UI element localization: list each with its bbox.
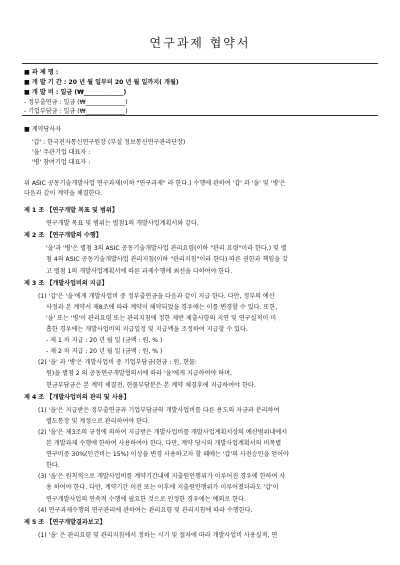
article-text: 현금부담금은 본 계약 체결전, 현물부담분은 본 계약 체결후에 지급하여야 한다. bbox=[46, 381, 256, 389]
header-field: ■ 개 발 기 간 : 20 년 월 일부터 20 년 월 일까지( 개월) bbox=[24, 79, 179, 86]
article-text: (4) 연구과제수행의 연구관리에 관하여는 관리요령 및 관리지침에 따라 수행한다. bbox=[38, 506, 253, 514]
article-heading: 제 2 조 【연구개발의 수행】 bbox=[24, 232, 102, 240]
article-text: 용 하여야 한다. 다만, 계약기간 이전 또는 이후에 지출원인행위가 이루어졌더라도 '갑'이 bbox=[46, 484, 279, 492]
article-text: (1) '을'은 지급받은 정부출연금과 기업부담금의 개발사업비를 다른 용도의 자금과 분리하여 bbox=[38, 406, 280, 414]
article-text: 별도통장 및 계정으로 관리하여야 한다. bbox=[46, 417, 150, 425]
article-heading: 제 5 조 【연구개발결과보고】 bbox=[24, 518, 106, 526]
intro-line: 위 ASIC 공동기술개발사업 연구과제(이하 "연구과제" 라 한다.) 수행에 관하여 '갑' 과 '을' 및 '병'은 bbox=[24, 180, 286, 187]
article-text: 연구비중 30%(인건비는 15%) 이상을 변경 사용하고자 할 때에는 '갑'의 사전승인을 얻어야 bbox=[46, 451, 289, 459]
article-text: 연구개발 목표 및 범위는 별첨1의 개발사업계획서와 같다. bbox=[46, 220, 199, 228]
article-text: 첨 4의 ASIC 공동기술개발사업 관리지침(이하 "관리지침"이라 한다) 따른 권한과 책임을 갖 bbox=[46, 256, 288, 264]
article-heading: 제 4 조 【개발사업비의 관리 및 사용】 bbox=[24, 393, 130, 401]
article-text: (1) '을' 은 관리요령 및 관리지침에서 정하는 시기 및 절차에 따라 개발사업비 사용실적, 연 bbox=[38, 531, 278, 539]
article-text: (2) '을' 과 '병'은 개발사업비 중 기업부담금(현금 : 원, 현물: bbox=[38, 359, 197, 367]
article-text: (3) '을'은 원칙적으로 개발사업비를 계약기간내에 지출원인행위가 이루어진 경우에 한하여 사 bbox=[38, 473, 286, 481]
article-text: 연구개발사업의 연속적 수행에 필요한 것으로 인정한 경우에는 예외로 한다. bbox=[46, 495, 246, 503]
page-title: 연구과제 협약서 bbox=[149, 36, 251, 50]
article-text: (2) '을'은 제3조의 규정에 의하여 지급받은 개발사업비를 개발사업계획서상의 예산범위내에서 bbox=[38, 428, 288, 436]
party-line: '을' 주관기업 대표자 : bbox=[32, 149, 91, 156]
article-text: '을' 또는 '병'이 관리요령 또는 관리지침에 정한 제반 제출사항의 지연 및 연구실적이 미 bbox=[46, 314, 277, 322]
header-field: ■ 개 발 비 : 일금 (₩_____________) bbox=[24, 89, 127, 96]
article-text: 본 개발과제 수행에 한하여 사용하여야 한다. 다만, 계약 당시의 개발사업계획서의 비목별 bbox=[46, 440, 282, 447]
party-line: '병' 참여기업 대표자 : bbox=[32, 159, 91, 166]
article-text: 고 별첨 1의 개발사업계획서에 따른 과제수행에 최선을 다하여야 한다. bbox=[46, 267, 233, 275]
header-field: ■ 과 제 명 : bbox=[24, 69, 59, 76]
article-text: - 제 1 차 지급 : 20 년 월 일 (금액 : 원, % ) bbox=[46, 337, 163, 345]
party-line: '갑' : 한국전자통신연구원장 (부설 정보통신연구관리단장) bbox=[32, 139, 186, 146]
article-text: '을'과 '병'은 별첨 3의 ASIC 공동기술개발사업 관리요령(이하 "관리 요령"이라 한다.) 및 별 bbox=[46, 245, 287, 253]
article-text: 사정과 본 계약서 제8조에 따라 계약이 해약되었을 경우에는 이를 변경할 수 있다. 또한, bbox=[46, 303, 278, 311]
parties-heading: ■ 계약당사자 bbox=[24, 126, 62, 133]
header-field: - 정부출연금 : 일금 (₩_____________) bbox=[24, 99, 128, 106]
header-field: - 기업부담금 : 일금 (₩_____________) bbox=[24, 108, 128, 115]
article-text: (1) '갑'은 '을'에게 개발사업비 중 정부출연금을 다음과 같이 지급 한다. 다만, 정부의 예산 bbox=[38, 292, 275, 300]
header-divider-top bbox=[22, 63, 378, 64]
article-text: 흡한 경우에는 개발사업비의 지급일정 및 지급액을 조정하여 지급할 수 있다. bbox=[46, 326, 248, 333]
article-text: - 제 2 차 지급 : 20 년 월 일 (금액 : 원, % ) bbox=[46, 348, 163, 356]
article-text: 한다. bbox=[46, 462, 60, 470]
article-heading: 제 3 조 【개발사업비의 지급】 bbox=[24, 279, 108, 287]
article-heading: 제 1 조 【연구개발 목표 및 범위】 bbox=[24, 207, 118, 214]
article-text: 원)을 별첨 2 의 공동연구개발협의서에 따라 '을'에게 지급하여야 하며, bbox=[46, 370, 232, 378]
intro-line: 다음과 같이 계약을 체결한다. bbox=[24, 190, 103, 197]
header-divider-bottom bbox=[22, 115, 378, 116]
